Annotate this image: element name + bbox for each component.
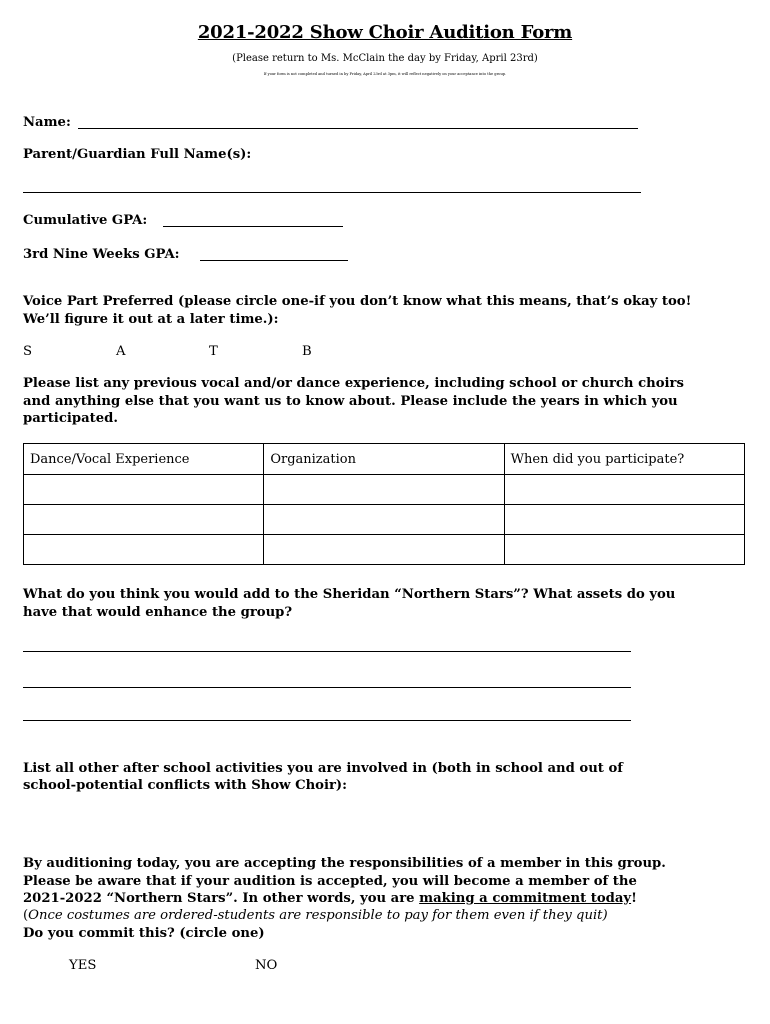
table-row [24,475,745,505]
assets-answer-line[interactable] [23,651,631,652]
commit-yes-option[interactable]: YES [69,958,97,973]
assets-answer-line[interactable] [23,720,631,721]
column-header: Dance/Vocal Experience [24,444,264,475]
commitment-exclamation: ! [631,891,637,906]
table-cell[interactable] [504,505,744,535]
table-cell[interactable] [504,475,744,505]
commitment-line2: Please be aware that if your audition is accepted, you will become a member of the [23,874,637,889]
column-header: When did you participate? [504,444,744,475]
commitment-emphasis: making a commitment today [419,891,632,906]
table-header-row [24,444,745,475]
commit-no-option[interactable]: NO [255,958,278,973]
assets-prompt-line1: What do you think you would add to the Sheridan “Northern Stars”? What assets do you [23,587,676,602]
table-cell[interactable] [264,475,504,505]
assets-prompt-line2: have that would enhance the group? [23,605,293,620]
commitment-line3-text: 2021-2022 “Northern Stars”. In other words, you are [23,891,420,906]
table-cell[interactable] [24,475,264,505]
deadline-note: If your form is not completed and turned in by Friday, April 23rd at 3pm, it will reflect negatively on your acceptance into the group. [263,72,507,76]
table-row [24,505,745,535]
voice-option-a[interactable]: A [116,344,126,359]
assets-answer-line[interactable] [23,687,631,688]
table-cell[interactable] [264,505,504,535]
voice-part-prompt-line2: We’ll figure it out at a later time.): [23,312,279,327]
nine-weeks-gpa-label: 3rd Nine Weeks GPA: [23,247,180,262]
voice-option-s[interactable]: S [23,344,33,359]
return-instructions: (Please return to Ms. McClain the day by Friday, April 23rd) [232,53,538,64]
guardian-field[interactable] [23,192,641,193]
name-field[interactable] [78,128,638,129]
table-cell[interactable] [24,535,264,565]
costume-note-text: Once costumes are ordered-students are responsible to pay for them even if they quit) [28,908,608,923]
experience-prompt-line1: Please list any previous vocal and/or dance experience, including school or church choirs [23,376,684,391]
voice-option-b[interactable]: B [302,344,312,359]
form-title: 2021-2022 Show Choir Audition Form [197,22,573,43]
column-header: Organization [264,444,504,475]
voice-part-prompt-line1: Voice Part Preferred (please circle one-if you don’t know what this means, that’s okay too! [23,294,692,309]
costume-note [23,908,608,923]
experience-table [23,443,745,565]
table-cell[interactable] [264,535,504,565]
guardian-label: Parent/Guardian Full Name(s): [23,147,252,162]
table-cell[interactable] [504,535,744,565]
name-label: Name: [23,115,71,130]
activities-prompt-line1: List all other after school activities you are involved in (both in school and out of [23,761,623,776]
cumulative-gpa-label: Cumulative GPA: [23,213,148,228]
commit-question: Do you commit this? (circle one) [23,926,265,941]
table-cell[interactable] [24,505,264,535]
voice-option-t[interactable]: T [209,344,218,359]
activities-prompt-line2: school-potential conflicts with Show Choir): [23,778,348,793]
table-row [24,535,745,565]
commitment-line1: By auditioning today, you are accepting the responsibilities of a member in this group. [23,856,666,871]
nine-weeks-gpa-field[interactable] [200,260,348,261]
experience-prompt-line3: participated. [23,411,118,426]
commitment-line3 [23,891,637,906]
costume-note-paren: ( [23,908,29,923]
cumulative-gpa-field[interactable] [163,226,343,227]
experience-prompt-line2: and anything else that you want us to know about. Please include the years in which you [23,394,678,409]
